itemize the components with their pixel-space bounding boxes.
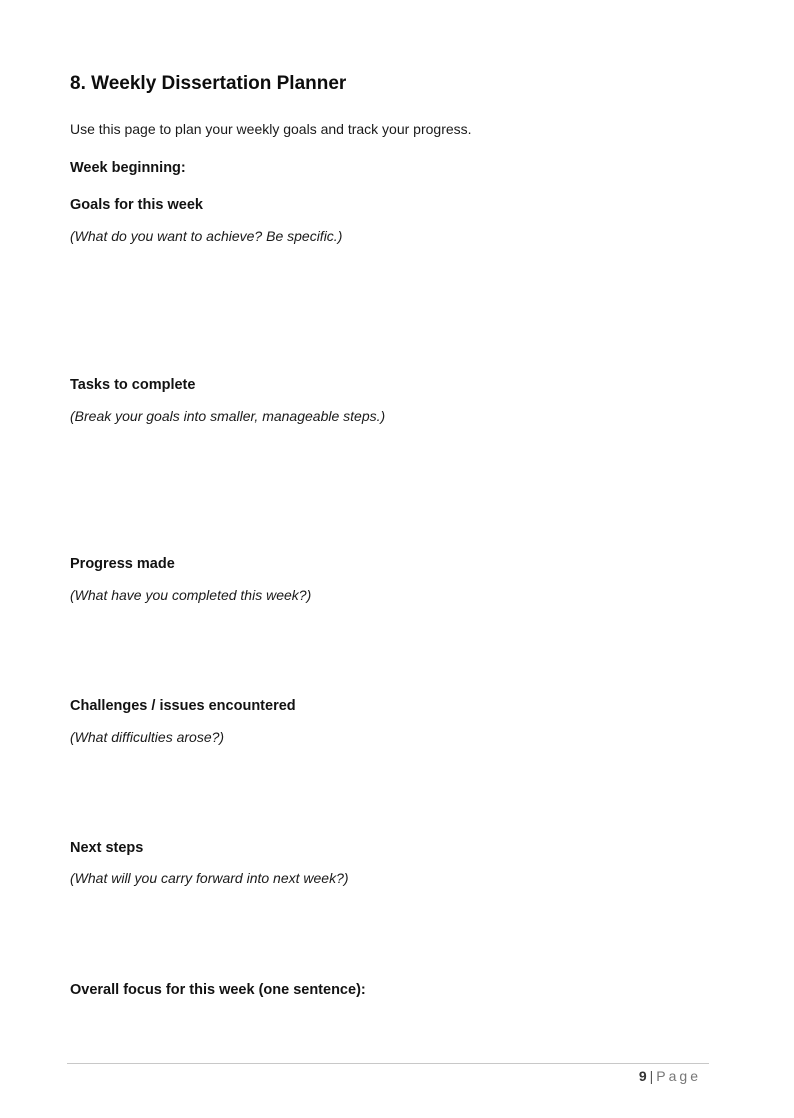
goals-heading: Goals for this week <box>70 197 203 213</box>
tasks-heading: Tasks to complete <box>70 377 196 393</box>
progress-heading: Progress made <box>70 556 175 572</box>
footer-separator: | <box>649 1068 654 1084</box>
tasks-hint: (Break your goals into smaller, manageable steps.) <box>70 408 386 424</box>
page-number: 9 <box>638 1068 647 1084</box>
challenges-hint: (What difficulties arose?) <box>70 729 225 745</box>
intro-text: Use this page to plan your weekly goals and track your progress. <box>70 121 472 137</box>
next-steps-hint: (What will you carry forward into next week?) <box>70 870 349 886</box>
page-word: Page <box>656 1068 701 1084</box>
goals-hint: (What do you want to achieve? Be specific.) <box>70 228 343 244</box>
footer-divider <box>67 1063 709 1064</box>
overall-focus-label: Overall focus for this week (one sentence): <box>70 982 366 998</box>
challenges-heading: Challenges / issues encountered <box>70 698 296 714</box>
page-title: 8. Weekly Dissertation Planner <box>70 73 347 94</box>
page-footer <box>639 1068 701 1084</box>
progress-hint: (What have you completed this week?) <box>70 587 312 603</box>
week-beginning-label: Week beginning: <box>70 160 186 176</box>
next-steps-heading: Next steps <box>70 840 144 856</box>
